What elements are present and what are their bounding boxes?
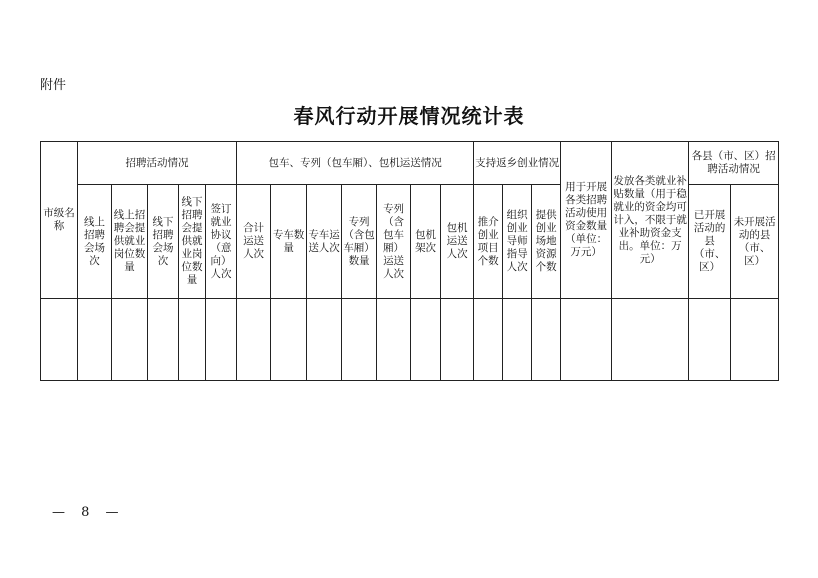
- table-cell: [271, 299, 307, 381]
- page-number: — 8 —: [52, 505, 125, 520]
- col-mentors: 组织创业导师指导人次: [503, 185, 532, 299]
- table-cell: [561, 299, 612, 381]
- table-cell: [112, 299, 148, 381]
- table-cell: [689, 299, 731, 381]
- table-cell: [342, 299, 377, 381]
- col-signed-intent: 签订就业协议（意向）人次: [206, 185, 237, 299]
- page-title: 春风行动开展情况统计表: [293, 104, 525, 128]
- table-cell: [179, 299, 206, 381]
- col-flight-count: 包机架次: [411, 185, 441, 299]
- table-cell: [731, 299, 779, 381]
- col-offline-posts: 线下招聘会提供就业岗位数量: [179, 185, 206, 299]
- transport-group-header: 包车、专列（包车厢）、包机运送情况: [237, 142, 474, 185]
- table-row: [41, 299, 779, 381]
- table-cell: [78, 299, 112, 381]
- city-name-header: 市级名称: [41, 142, 78, 299]
- table-cell: [503, 299, 532, 381]
- table-cell: [612, 299, 689, 381]
- col-online-posts: 线上招聘会提供就业岗位数量: [112, 185, 148, 299]
- startup-group-header: 支持返乡创业情况: [474, 142, 561, 185]
- statistics-table: [40, 141, 779, 381]
- col-train-count: 专列（含包车厢）数量: [342, 185, 377, 299]
- col-flight-people: 包机运送人次: [441, 185, 474, 299]
- table-cell: [441, 299, 474, 381]
- table-cell: [206, 299, 237, 381]
- table-cell: [411, 299, 441, 381]
- col-not-held-counties: 未开展活动的县（市、区）: [731, 185, 779, 299]
- subsidy-header: 发放各类就业补贴数量（用于稳就业的资金均可计入，不限于就业补助资金支出。单位：万元）: [612, 142, 689, 299]
- table-cell: [532, 299, 561, 381]
- col-bus-count: 专车数量: [271, 185, 307, 299]
- county-group-header: 各县（市、区）招聘活动情况: [689, 142, 779, 185]
- col-held-counties: 已开展活动的县（市、区）: [689, 185, 731, 299]
- col-projects: 推介创业项目个数: [474, 185, 503, 299]
- col-online-sessions: 线上招聘会场次: [78, 185, 112, 299]
- col-train-people: 专列（含包车厢）运送人次: [377, 185, 411, 299]
- table-cell: [237, 299, 271, 381]
- col-total-transported: 合计运送人次: [237, 185, 271, 299]
- table-cell: [307, 299, 342, 381]
- attachment-label: 附件: [40, 78, 67, 93]
- col-bus-people: 专车运送人次: [307, 185, 342, 299]
- table-cell: [148, 299, 179, 381]
- col-sites: 提供创业场地资源个数: [532, 185, 561, 299]
- funds-header: 用于开展各类招聘活动使用资金数量（单位：万元）: [561, 142, 612, 299]
- table-cell: [41, 299, 78, 381]
- col-offline-sessions: 线下招聘会场次: [148, 185, 179, 299]
- table-cell: [474, 299, 503, 381]
- table-cell: [377, 299, 411, 381]
- recruit-group-header: 招聘活动情况: [78, 142, 237, 185]
